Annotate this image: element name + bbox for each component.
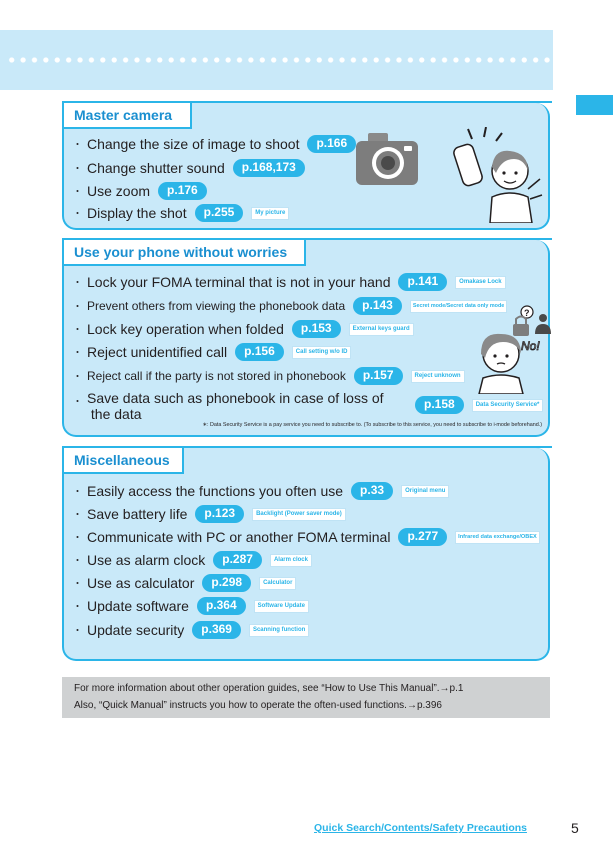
woman-with-phone-illustration bbox=[444, 127, 544, 223]
list-item: ・ Change the size of image to shoot p.166 bbox=[72, 135, 356, 153]
function-tag: Omakase Lock bbox=[455, 276, 505, 289]
function-tag: Call setting w/o ID bbox=[292, 346, 352, 359]
function-tag: My picture bbox=[251, 207, 289, 220]
page-ref-link[interactable]: p.33 bbox=[351, 482, 393, 500]
section-phone-security bbox=[62, 240, 550, 437]
section-title-bar bbox=[62, 446, 170, 474]
function-tag: Software Update bbox=[254, 600, 309, 613]
function-tag: Reject unknown bbox=[411, 370, 465, 383]
function-tag: Scanning function bbox=[249, 624, 309, 637]
page-ref-link[interactable]: p.166 bbox=[307, 135, 356, 153]
page-ref-link[interactable]: p.287 bbox=[213, 551, 262, 569]
function-tag: Original menu bbox=[401, 485, 449, 498]
section-title-bar bbox=[62, 101, 172, 129]
list-item: ・ Update security p.369 Scanning function bbox=[72, 621, 309, 639]
function-tag: Infrared data exchange/OBEX bbox=[455, 531, 540, 544]
list-item: ・ Prevent others from viewing the phonebook data p.143 Secret mode/Secret data only mode bbox=[72, 297, 507, 315]
page-ref-link[interactable]: p.141 bbox=[398, 273, 447, 291]
list-item: ・ Display the shot p.255 My picture bbox=[72, 204, 289, 222]
list-item: ・ Lock your FOMA terminal that is not in your hand p.141 Omakase Lock bbox=[72, 273, 506, 291]
section-title-bar bbox=[62, 238, 287, 266]
page-ref-link[interactable]: p.277 bbox=[398, 528, 447, 546]
camera-icon bbox=[354, 131, 422, 189]
list-item: ・ Update software p.364 Software Update bbox=[72, 597, 309, 615]
function-tag: Alarm clock bbox=[270, 554, 312, 567]
page-ref-link[interactable]: p.123 bbox=[195, 505, 244, 523]
dotted-line bbox=[6, 57, 551, 63]
section-master-camera bbox=[62, 103, 550, 230]
section-title: Miscellaneous bbox=[74, 452, 170, 468]
page-ref-link[interactable]: p.255 bbox=[195, 204, 244, 222]
function-tag: Backlight (Power saver mode) bbox=[252, 508, 346, 521]
list-item: ・ Use zoom p.176 bbox=[72, 182, 207, 200]
page-ref-link[interactable]: p.364 bbox=[197, 597, 246, 615]
list-item: ・ Use as alarm clock p.287 Alarm clock bbox=[72, 551, 312, 569]
section-miscellaneous bbox=[62, 448, 550, 661]
footer-nav-link[interactable]: Quick Search/Contents/Safety Precautions bbox=[314, 822, 527, 834]
info-box bbox=[62, 677, 550, 718]
list-item: ・ Change shutter sound p.168,173 bbox=[72, 159, 305, 177]
page-ref-link[interactable]: p.158 bbox=[415, 396, 464, 414]
section-title: Use your phone without worries bbox=[74, 244, 288, 260]
footnote: ∗: Data Security Service is a pay service you need to subscribe to. (To subscribe to this service, you need to subscribe to i-mode beforehand.) bbox=[202, 422, 542, 428]
list-item: ・ Save data such as phonebook in case of loss of the data p.158 Data Security Service* bbox=[72, 390, 543, 422]
function-tag: Secret mode/Secret data only mode bbox=[410, 300, 507, 313]
woman-saying-no-illustration bbox=[469, 302, 551, 394]
header-band bbox=[0, 30, 553, 90]
list-item: ・ Easily access the functions you often use p.33 Original menu bbox=[72, 482, 449, 500]
list-item: ・ Communicate with PC or another FOMA terminal p.277 Infrared data exchange/OBEX bbox=[72, 528, 540, 546]
list-item: ・ Reject call if the party is not stored in phonebook p.157 Reject unknown bbox=[72, 367, 465, 385]
info-line: For more information about other operation guides, see “How to Use This Manual”.→p.1 bbox=[74, 683, 464, 694]
page-ref-link[interactable]: p.168,173 bbox=[233, 159, 305, 177]
page-ref-link[interactable]: p.153 bbox=[292, 320, 341, 338]
page-ref-link[interactable]: p.298 bbox=[202, 574, 251, 592]
list-item: ・ Lock key operation when folded p.153 External keys guard bbox=[72, 320, 414, 338]
chapter-tab bbox=[576, 95, 613, 115]
page-ref-link[interactable]: p.156 bbox=[235, 343, 284, 361]
function-tag: Data Security Service* bbox=[472, 399, 544, 412]
list-item: ・ Save battery life p.123 Backlight (Power saver mode) bbox=[72, 505, 346, 523]
section-title: Master camera bbox=[74, 107, 173, 123]
svg-text:?: ? bbox=[524, 308, 530, 318]
function-tag: External keys guard bbox=[349, 323, 414, 336]
page-number: 5 bbox=[571, 820, 579, 836]
page-ref-link[interactable]: p.369 bbox=[192, 621, 241, 639]
page-ref-link[interactable]: p.157 bbox=[354, 367, 403, 385]
page-ref-link[interactable]: p.176 bbox=[158, 182, 207, 200]
list-item: ・ Reject unidentified call p.156 Call setting w/o ID bbox=[72, 343, 351, 361]
list-item: ・ Use as calculator p.298 Calculator bbox=[72, 574, 296, 592]
function-tag: Calculator bbox=[259, 577, 296, 590]
info-line: Also, “Quick Manual” instructs you how to operate the often-used functions.→p.396 bbox=[74, 700, 442, 711]
page-ref-link[interactable]: p.143 bbox=[353, 297, 402, 315]
svg-text:No!: No! bbox=[521, 339, 540, 353]
